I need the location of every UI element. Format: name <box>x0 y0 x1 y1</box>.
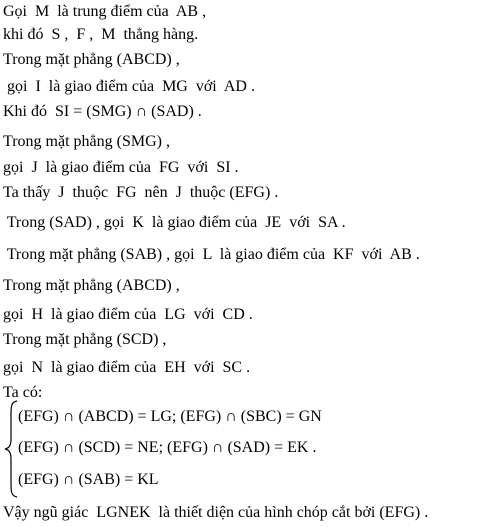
text-line-6: Trong mặt phẳng (SMG) , <box>3 133 170 150</box>
conclusion-line: Vậy ngũ giác LGNEK là thiết diện của hình chóp cắt bởi (EFG) . <box>3 504 429 521</box>
text-line-1: Gọi M là trung điểm của AB , <box>3 3 207 20</box>
system-equation-1: (EFG) ∩ (ABCD) = LG; (EFG) ∩ (SBC) = GN <box>18 408 322 425</box>
text-line-9: Trong (SAD) , gọi K là giao điểm của JE với SA . <box>3 214 346 231</box>
system-equation-2: (EFG) ∩ (SCD) = NE; (EFG) ∩ (SAD) = EK . <box>18 439 317 456</box>
text-line-11: Trong mặt phẳng (ABCD) , <box>3 277 180 294</box>
text-line-4: gọi I là giao điểm của MG với AD . <box>3 78 255 95</box>
text-line-13: Trong mặt phẳng (SCD) , <box>3 331 167 348</box>
text-line-2: khi đó S , F , M thẳng hàng. <box>3 26 199 43</box>
text-line-15: Ta có: <box>3 384 43 401</box>
text-line-8: Ta thấy J thuộc FG nên J thuộc (EFG) . <box>3 184 279 201</box>
text-line-10: Trong mặt phẳng (SAB) , gọi L là giao điểm của KF với AB . <box>3 246 420 263</box>
text-line-3: Trong mặt phẳng (ABCD) , <box>3 51 180 68</box>
text-line-5: Khi đó SI = (SMG) ∩ (SAD) . <box>3 103 202 120</box>
text-line-7: gọi J là giao điểm của FG với SI . <box>3 159 239 176</box>
system-equation-3: (EFG) ∩ (SAB) = KL <box>18 471 159 488</box>
text-line-12: gọi H là giao điểm của LG với CD . <box>3 306 253 323</box>
text-line-14: gọi N là giao điểm của EH với SC . <box>3 359 251 376</box>
